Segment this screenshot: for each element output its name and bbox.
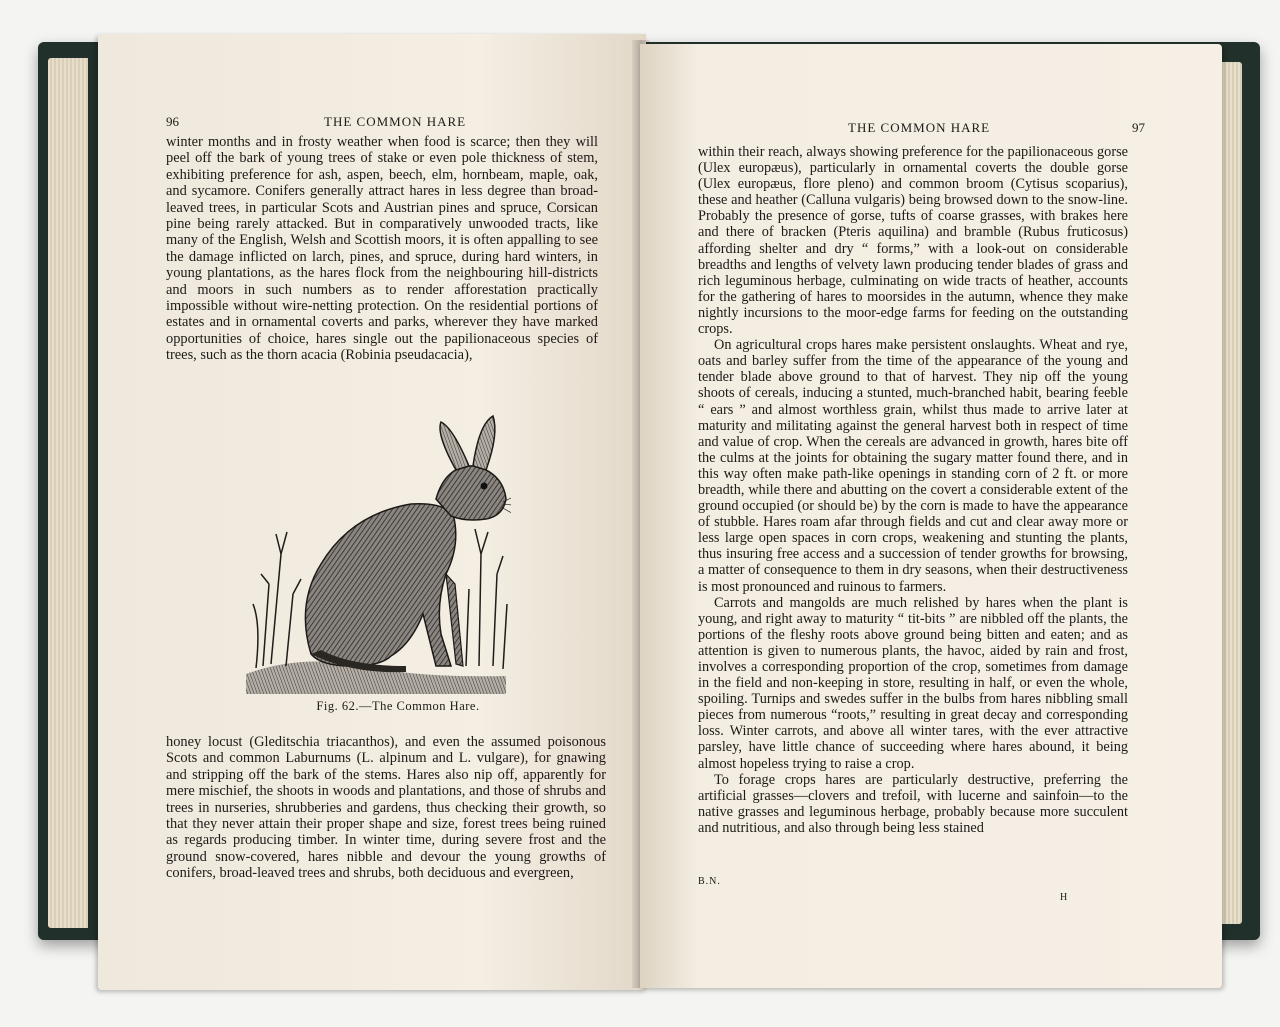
page-number: 97 [1132,120,1145,135]
hare-engraving-icon [241,404,511,694]
running-head: THE COMMON HARE [324,114,467,129]
paragraph: Carrots and mangolds are much relished by hares when the plant is young, and right away to maturity “ tit-bits ” are nibbled off the plants, the portions of the fleshy roots above ground being bitten and eaten; and as attention is given to numerous plants, the havoc, aided by rain and frost, involves a corresponding proportion of the crop, sometimes from damage in the field and non-keeping in store, resulting in half, or even the whole, spoiling. Turnips and swedes suffer in the bulbs from hares nibbling small pieces from numerous “roots,” resulting in great decay and corresponding loss. Winter carrots, and above all winter tares, with the ever attractive parsley, have little chance of succeeding where hares abound, it being almost hopeless trying to raise a crop. [698,594,1128,772]
text-block-bottom [166,734,606,882]
running-head: THE COMMON HARE [848,120,991,135]
page-number: 96 [166,114,179,129]
paragraph: within their reach, always showing preference for the papilionaceous gorse (Ulex europæus), particularly in ornamental coverts the double gorse (Ulex europæus, flore pleno) and common broom (Cytisus scoparius), these and heather (Calluna vulgaris) being browsed down to the snow-line. Probably the presence of gorse, tufts of coarse grasses, with brakes here and there of bracken (Pteris aquilina) and bramble (Rubus fruticosus) affording shelter and dry “ forms,” with a look-out on considerable breadths and lengths of velvety lawn producing tender blades of grass and rich leguminous herbage, culminating on wide tracts of heather, accounts for the gathering of hares to moorsides in the autumn, whence they make nightly incursions to the moor-edge farms for feeding on the outstanding crops. [698,144,1128,338]
left-page [98,34,646,990]
text-block [698,144,1128,836]
paragraph: To forage crops hares are particularly destructive, preferring the artificial grasses—clovers and trefoil, with lucerne and sainfoin—to the native grasses and leguminous herbage, probably because more succulent and nutritious, and also through being less stained [698,771,1128,836]
figure-caption: Fig. 62.—The Common Hare. [316,699,480,713]
paragraph: honey locust (Gleditschia triacanthos), and even the assumed poisonous Scots and common Laburnums (L. alpinum and L. vulgare), for gnawing and stripping off the bark of the stems. Hares also nip off, apparently for mere mischief, the shoots in woods and plantations, and those of shrubs and trees in nurseries, shrubberies and gardens, thus checking their growth, so that they never attain their proper shape and size, forest trees being ruined as regards producing timber. In winter time, during severe frost and the ground snow-covered, hares nibble and devour the young growths of conifers, broad-leaved trees and shrubs, both deciduous and evergreen, [166,734,606,882]
signature-letter: H [1060,892,1069,903]
paragraph: winter months and in frosty weather when food is scarce; then they will peel off the bark of young trees of stake or even pole thickness of stem, exhibiting preference for ash, aspen, beech, elm, hornbeam, maple, oak, and sycamore. Conifers generally attract hares in less degree than broad-leaved trees, in particular Scots and Austrian pines and spruce, Corsican pine being rarely attacked. But in comparatively unwooded tracts, like many of the English, Welsh and Scottish moors, it is often appalling to see the damage inflicted on larch, pines, and spruce, during hard winters, in young plantations, as the hares flock from the neighbouring hill-districts and moors in such numbers as to render afforestation practically impossible without wire-netting protection. On the residential portions of estates and in ornamental coverts and parks, wherever they have marked opportunities of choice, hares single out the papilionaceous species of trees, such as the thorn acacia (Robinia pseudacacia), [166,134,598,364]
signature-mark: B.N. [698,876,721,887]
text-block-top [166,134,598,364]
right-page [640,44,1222,988]
page-edges-left [48,58,88,928]
paragraph: On agricultural crops hares make persistent onslaughts. Wheat and rye, oats and barley suffer from the time of the appearance of the young and tender blade above ground to that of harvest. They nip off the young shoots of cereals, inducing a stunted, much-branched habit, bearing feeble “ ears ” and almost worthless grain, whilst thus made to arrive later at maturity and militating against the general harvest both in respect of time and value of crop. When the cereals are advanced in growth, hares bite off the culms at the joints for obtaining the sugary matter found there, and in this way often make path-like openings in standing corn of 2 ft. or more breadth, while there and abutting on the covert a considerable extent of the ground occupied (or should be) by the corn is made to have the appearance of stubble. Hares roam afar through fields and cut and clear away more or less large open spaces in corn crops, weakening and stunting the plants, thus insuring free access and a succession of tender growths for browsing, a matter of consequence to them in dry seasons, when their destructiveness is most pronounced and ruinous to farmers. [698,337,1128,595]
hare-illustration [241,404,511,694]
